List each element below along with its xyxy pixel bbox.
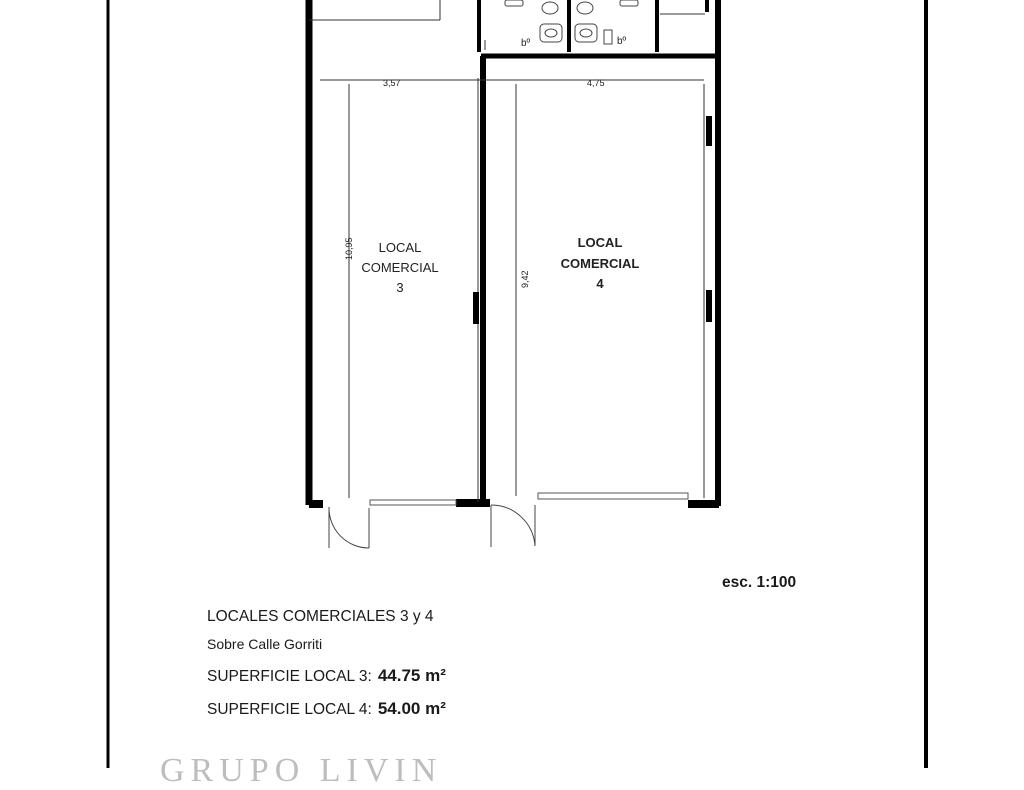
doors	[329, 505, 535, 548]
room-label-local4	[561, 235, 640, 291]
surface-local3-value: 44.75 m²	[377, 666, 446, 685]
local4-line1: LOCAL	[577, 235, 623, 250]
local3-line2: COMERCIAL	[361, 260, 439, 275]
company-logo: GRUPO LIVIN	[160, 752, 443, 789]
surface-local4-value: 54.00 m²	[377, 699, 446, 718]
walls	[309, 0, 719, 506]
dimension-depth-local3: 10,95	[344, 237, 354, 260]
local4-line3: 4	[596, 276, 604, 291]
windows	[370, 493, 688, 505]
dimension-width-local4: 4,75	[587, 78, 605, 88]
dimension-depth-local4: 9,42	[520, 270, 530, 288]
dimension-width-local3: 3,57	[383, 78, 401, 88]
room-label-local3	[361, 240, 438, 295]
bathroom-label-1: bº	[521, 38, 531, 49]
caption-surface-local4	[207, 699, 446, 719]
surface-local4-label: SUPERFICIE LOCAL 4:	[207, 701, 372, 718]
caption-title: LOCALES COMERCIALES 3 y 4	[207, 608, 434, 625]
scale-label: esc. 1:100	[722, 574, 797, 591]
local3-line1: LOCAL	[378, 240, 422, 255]
caption-surface-local3	[207, 666, 446, 686]
caption-street: Sobre Calle Gorriti	[207, 636, 323, 652]
wall-marks	[473, 116, 712, 324]
local3-line3: 3	[396, 280, 404, 295]
surface-local3-label: SUPERFICIE LOCAL 3:	[207, 668, 372, 685]
interior-lines	[309, 0, 705, 502]
local4-line2: COMERCIAL	[560, 256, 640, 271]
bathroom-label-2: bº	[617, 36, 627, 47]
